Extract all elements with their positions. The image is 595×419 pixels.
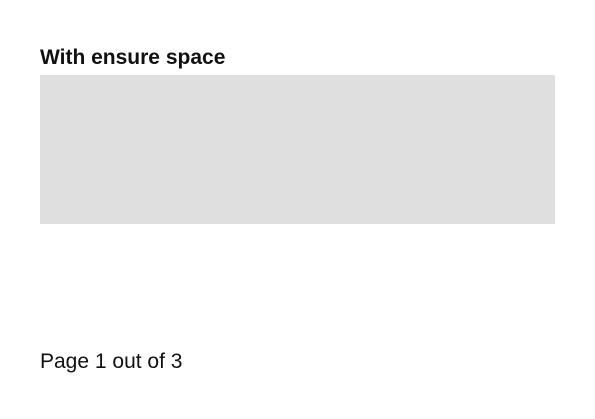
section-heading: With ensure space xyxy=(40,46,226,69)
placeholder-block xyxy=(40,75,555,224)
page-number-footer: Page 1 out of 3 xyxy=(40,350,183,373)
